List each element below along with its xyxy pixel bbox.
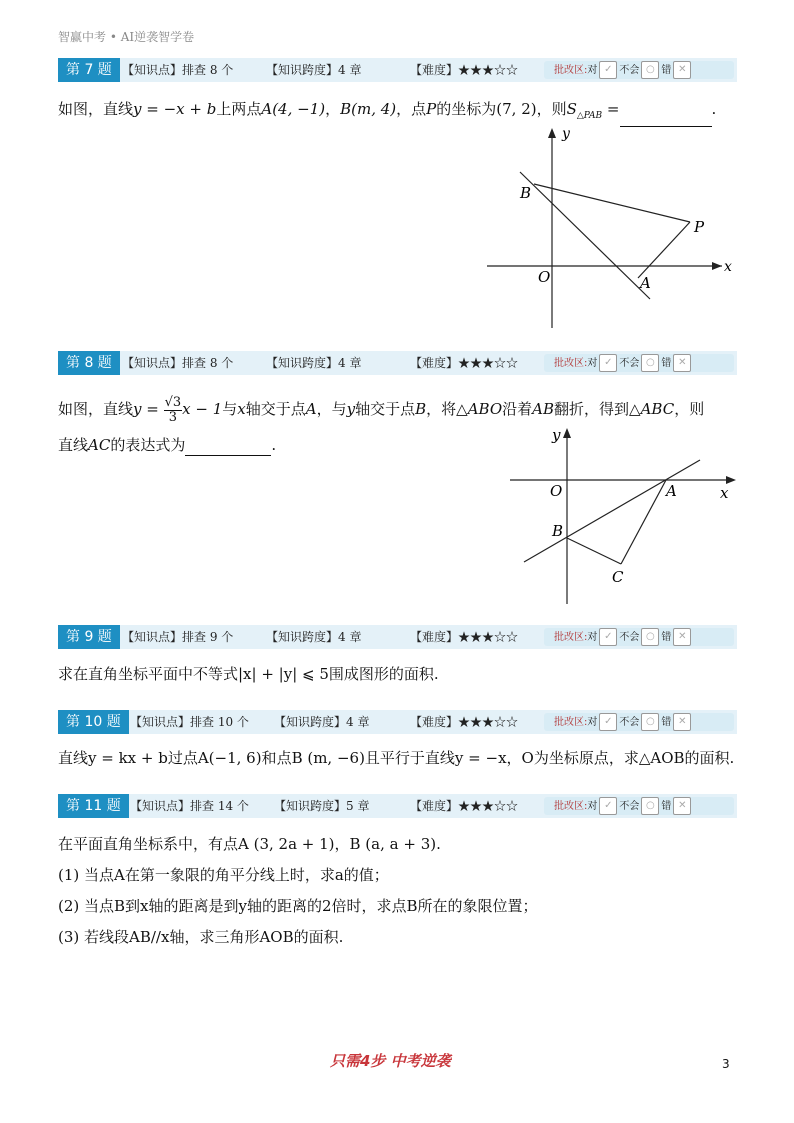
- q7-t6: =: [602, 100, 620, 118]
- q8-t2: x − 1: [182, 400, 223, 418]
- grading-area: [544, 628, 734, 646]
- q8-t6: A: [305, 400, 317, 418]
- difficulty-stars: ★★★☆☆: [458, 630, 519, 644]
- q7-p-coord: (7, 2): [496, 100, 537, 118]
- footer-logo: 只需4步 中考逆袭: [330, 1052, 451, 1070]
- difficulty-label: 【难度】: [410, 630, 459, 644]
- x-axis-arrow-icon: [726, 476, 736, 484]
- wrong-checkbox[interactable]: ✕: [673, 797, 691, 815]
- q7-area-sub: △PAB: [576, 111, 603, 121]
- q8-t5: 轴交于点: [245, 400, 306, 418]
- difficulty-stars: ★★★☆☆: [458, 799, 519, 813]
- unsure-checkbox[interactable]: ○: [641, 797, 659, 815]
- label-y: y: [562, 126, 570, 142]
- q8-t4: x: [237, 400, 246, 418]
- knowledge-label: 【知识点】: [130, 799, 191, 813]
- q8-t16: ABC: [640, 400, 675, 418]
- question-bar-11: [58, 794, 737, 818]
- span-value: 4 章: [338, 63, 362, 77]
- label-a: A: [666, 482, 677, 500]
- span-value: 5 章: [346, 799, 370, 813]
- unsure-label: 不会: [619, 358, 640, 369]
- q8-line2d: .: [271, 436, 277, 454]
- q8-t7: ，与: [316, 400, 347, 418]
- wrong-label: 错: [661, 358, 672, 369]
- q11-line1: 在平面直角坐标系中，有点A (3, 2a + 1)，B (a, a + 3).: [58, 835, 441, 853]
- question-bar-9: [58, 625, 737, 649]
- q8-t15: 翻折，得到△: [554, 400, 641, 418]
- difficulty-label: 【难度】: [410, 63, 459, 77]
- unsure-checkbox[interactable]: ○: [641, 61, 659, 79]
- grading-area: [544, 797, 734, 815]
- right-checkbox[interactable]: ✓: [599, 354, 617, 372]
- knowledge-value: 排查 9 个: [182, 630, 234, 644]
- right-label: 对: [587, 632, 598, 643]
- y-axis-arrow-icon: [548, 128, 556, 138]
- q8-t1: 如图，直线: [58, 400, 134, 418]
- question-number: 第 10 题: [58, 710, 129, 734]
- span-label: 【知识跨度】: [266, 356, 339, 370]
- q7-t2: 上两点: [216, 100, 262, 118]
- span-value: 4 章: [338, 356, 362, 370]
- q8-line2b: AC: [88, 436, 111, 454]
- wrong-label: 错: [661, 65, 672, 76]
- label-b: B: [552, 522, 564, 540]
- q7-point-p: P: [426, 100, 437, 118]
- span-label: 【知识跨度】: [266, 63, 339, 77]
- span-value: 4 章: [338, 630, 362, 644]
- difficulty-stars: ★★★☆☆: [458, 356, 519, 370]
- span-value: 4 章: [346, 715, 370, 729]
- q8-line2c: 的表达式为: [110, 436, 186, 454]
- question-number: 第 11 题: [58, 794, 129, 818]
- q8-t9: 轴交于点: [355, 400, 416, 418]
- right-label: 对: [587, 717, 598, 728]
- label-a: A: [640, 274, 651, 292]
- page-header: 智赢中考 • AI逆袭智学卷: [58, 30, 195, 44]
- difficulty-stars: ★★★☆☆: [458, 63, 519, 77]
- question-bar-10: [58, 710, 737, 734]
- q7-area-symbol: S: [566, 100, 577, 118]
- unsure-label: 不会: [619, 632, 640, 643]
- q7-text: [58, 98, 716, 127]
- grading-label: 批改区:: [554, 717, 588, 728]
- grading-area: [544, 61, 734, 79]
- q8-t10: B: [415, 400, 427, 418]
- segment-bp: [534, 184, 690, 222]
- grading-label: 批改区:: [554, 801, 588, 812]
- x-axis-arrow-icon: [712, 262, 722, 270]
- q11-line2: (1) 当点A在第一象限的角平分线上时，求a的值；: [58, 866, 389, 884]
- difficulty-label: 【难度】: [410, 356, 459, 370]
- right-label: 对: [587, 801, 598, 812]
- q8-y: y =: [133, 400, 159, 418]
- q7-sep: ，: [325, 100, 341, 118]
- q8-frac-num: √3: [164, 394, 182, 410]
- segment-pa: [638, 222, 690, 278]
- unsure-checkbox[interactable]: ○: [641, 628, 659, 646]
- knowledge-value: 排查 8 个: [182, 63, 234, 77]
- knowledge-label: 【知识点】: [130, 715, 191, 729]
- q8-t12: ABO: [467, 400, 503, 418]
- wrong-checkbox[interactable]: ✕: [673, 354, 691, 372]
- span-label: 【知识跨度】: [274, 715, 347, 729]
- label-p: P: [694, 218, 705, 236]
- label-y: y: [552, 426, 561, 444]
- segment-bc: [567, 538, 621, 564]
- grading-label: 批改区:: [554, 632, 588, 643]
- q7-t3: ，点: [396, 100, 427, 118]
- grading-area: [544, 354, 734, 372]
- grading-area: [544, 713, 734, 731]
- label-o: O: [550, 482, 563, 500]
- q8-figure: [500, 424, 740, 608]
- q8-line2a: 直线: [58, 436, 89, 454]
- answer-blank[interactable]: [185, 439, 271, 456]
- wrong-label: 错: [661, 801, 672, 812]
- right-label: 对: [587, 65, 598, 76]
- q7-figure: [482, 124, 742, 334]
- difficulty-label: 【难度】: [410, 799, 459, 813]
- right-checkbox[interactable]: ✓: [599, 628, 617, 646]
- right-label: 对: [587, 358, 598, 369]
- q7-point-a: A(4, −1): [261, 100, 326, 118]
- unsure-checkbox[interactable]: ○: [641, 713, 659, 731]
- question-bar-7: [58, 58, 737, 82]
- unsure-label: 不会: [619, 717, 640, 728]
- knowledge-value: 排查 10 个: [190, 715, 249, 729]
- q8-t14: AB: [532, 400, 555, 418]
- y-axis-arrow-icon: [563, 428, 571, 438]
- label-b: B: [520, 184, 532, 202]
- q11-line3: (2) 当点B到x轴的距离是到y轴的距离的2倍时，求点B所在的象限位置；: [58, 897, 538, 915]
- label-c: C: [612, 568, 624, 586]
- label-o: O: [538, 268, 551, 286]
- difficulty-stars: ★★★☆☆: [458, 715, 519, 729]
- q11-line4: (3) 若线段AB//x轴，求三角形AOB的面积.: [58, 928, 344, 946]
- wrong-label: 错: [661, 717, 672, 728]
- knowledge-label: 【知识点】: [122, 63, 183, 77]
- span-label: 【知识跨度】: [274, 799, 347, 813]
- grading-label: 批改区:: [554, 65, 588, 76]
- label-x: x: [720, 484, 729, 502]
- q7-t1: 如图，直线: [58, 100, 134, 118]
- wrong-checkbox[interactable]: ✕: [673, 713, 691, 731]
- q8-t8: y: [346, 400, 356, 418]
- knowledge-value: 排查 8 个: [182, 356, 234, 370]
- q8-frac-den: 3: [168, 409, 178, 425]
- q8-t13: 沿着: [502, 400, 533, 418]
- span-label: 【知识跨度】: [266, 630, 339, 644]
- right-checkbox[interactable]: ✓: [599, 797, 617, 815]
- q10-text: 直线y = kx + b过点A(−1, 6)和点B (m, −6)且平行于直线y = −x，O为坐标原点，求△AOB的面积.: [58, 749, 735, 767]
- right-checkbox[interactable]: ✓: [599, 61, 617, 79]
- wrong-checkbox[interactable]: ✕: [673, 61, 691, 79]
- q7-eq: y = −x + b: [133, 100, 217, 118]
- q9-text: 求在直角坐标平面中不等式|x| + |y| ⩽ 5围成图形的面积.: [58, 665, 439, 683]
- difficulty-label: 【难度】: [410, 715, 459, 729]
- knowledge-label: 【知识点】: [122, 630, 183, 644]
- question-bar-8: [58, 351, 737, 375]
- question-number: 第 9 题: [58, 625, 120, 649]
- q7-t5: ，则: [536, 100, 567, 118]
- q7-point-b: B(m, 4): [340, 100, 397, 118]
- right-checkbox[interactable]: ✓: [599, 713, 617, 731]
- unsure-label: 不会: [619, 65, 640, 76]
- q7-end: .: [711, 100, 717, 118]
- q7-t4: 的坐标为: [436, 100, 497, 118]
- q8-t11: ，将△: [426, 400, 468, 418]
- q8-t3: 与: [222, 400, 238, 418]
- question-number: 第 8 题: [58, 351, 120, 375]
- q8-t17: ，则: [674, 400, 705, 418]
- grading-label: 批改区:: [554, 358, 588, 369]
- wrong-label: 错: [661, 632, 672, 643]
- page-number: 3: [722, 1057, 730, 1071]
- wrong-checkbox[interactable]: ✕: [673, 628, 691, 646]
- q8-text-line1: [58, 392, 704, 426]
- q8-fraction: [164, 396, 183, 425]
- label-x: x: [724, 259, 732, 275]
- question-number: 第 7 题: [58, 58, 120, 82]
- knowledge-value: 排查 14 个: [190, 799, 249, 813]
- q8-text-line2: [58, 434, 276, 456]
- knowledge-label: 【知识点】: [122, 356, 183, 370]
- unsure-checkbox[interactable]: ○: [641, 354, 659, 372]
- unsure-label: 不会: [619, 801, 640, 812]
- line-ab: [524, 460, 700, 562]
